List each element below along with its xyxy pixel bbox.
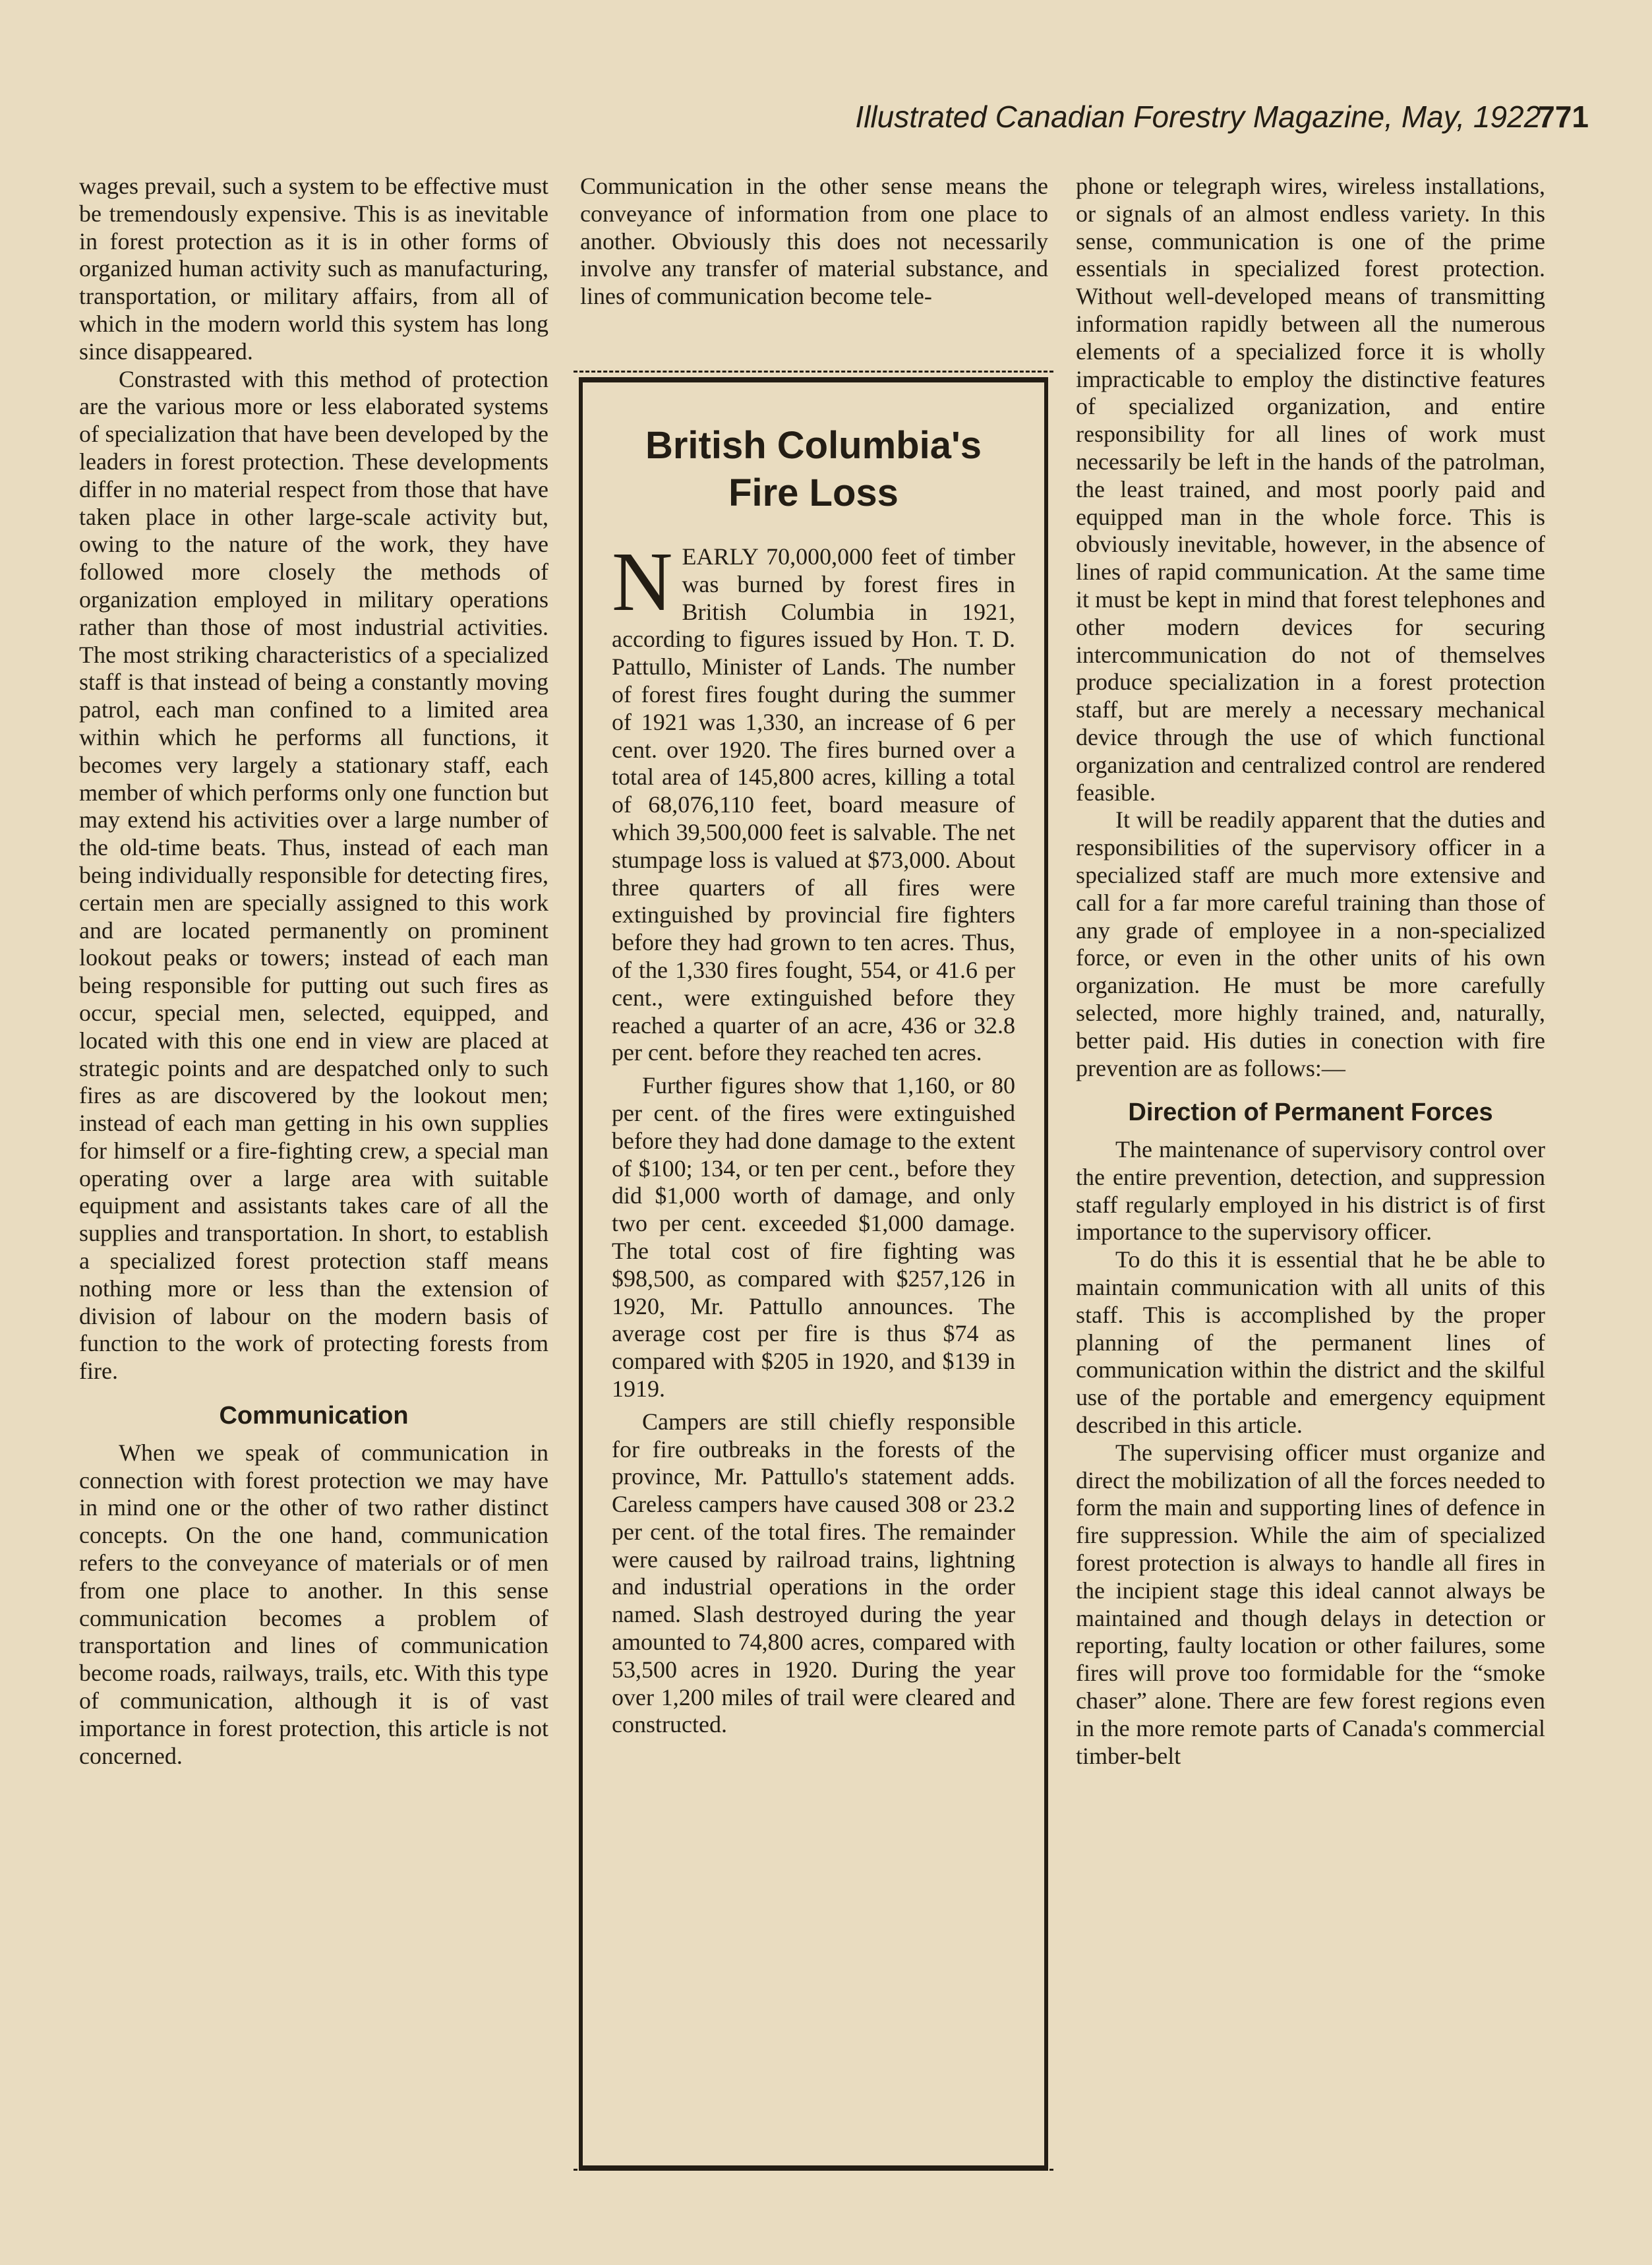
running-header: Illustrated Canadian Forestry Magazine, May, 1922.	[855, 100, 1549, 134]
page-number: 771	[1538, 100, 1589, 134]
body-paragraph: It will be readily apparent that the duties and responsibilities of the supervisory officer in a specialized staff are much more extensive and call for a far more careful training than those of any grade of employee in a non-specialized force, or even in the other units of his own organization. He must be more carefully selected, more highly trained, and, naturally, better paid. His duties in conection with fire prevention are as follows:—	[1076, 806, 1545, 1081]
column-3	[1076, 173, 1545, 1770]
sidebar-title: British Columbia's Fire Loss	[645, 424, 982, 514]
body-paragraph: wages prevail, such a system to be effective must be tremendously expensive. This is as inevitable in forest protection as it is in other forms of organized human activity such as manufacturing, transportation, or military affairs, from all of which in the modern world this system has long since disappeared.	[79, 173, 548, 365]
sidebar-paragraph: Further figures show that 1,160, or 80 per cent. of the fires were extinguished before they had done damage to the extent of $100; 134, or ten per cent., before they did $1,000 worth of damage, and only two per cent. exceeded $1,000 damage. The total cost of fire fighting was $98,500, as compared with $257,126 in 1920, Mr. Pattullo announces. The average cost per fire is thus $74 as compared with $205 in 1920, and $139 in 1919.	[612, 1072, 1015, 1402]
body-paragraph: The maintenance of supervisory control over the entire prevention, detection, and suppression staff regularly employed in his district is of first importance to the supervisory officer.	[1076, 1136, 1545, 1246]
ornamental-rule-top	[574, 371, 1053, 379]
section-heading-direction: Direction of Permanent Forces	[1128, 1099, 1493, 1127]
body-paragraph: To do this it is essential that he be able to maintain communication with all units of this staff. This is accomplished by the proper planning of the permanent lines of communication within the district and the skilful use of the portable and emergency equipment described in this article.	[1076, 1246, 1545, 1439]
drop-cap: N	[612, 535, 673, 628]
ornamental-rule-bottom	[574, 2169, 1053, 2177]
body-paragraph: phone or telegraph wires, wireless installations, or signals of an almost endless variety. In this sense, communication is one of the prime essentials in specialized forest protection. Without well-developed means of transmitting information rapidly between all the numerous elements of a specialized force it is wholly impracticable to employ the distinctive features of specialized organization, and entire responsibility for all lines of work must necessarily be left in the hands of the patrolman, the least trained, and most poorly paid and equipped man in the whole force. This is obviously inevitable, however, in the absence of lines of rapid communication. At the same time it must be kept in mind that forest telephones and other modern devices for securing intercommunication do not of themselves produce specialization in a forest protection staff, but are merely a necessary mechanical device through the use of which functional organization and centralized control are rendered feasible.	[1076, 173, 1545, 806]
body-paragraph: Communication in the other sense means the conveyance of information from one place to another. Obviously this does not necessarily involve any transfer of material substance, and lines of communication become tele-	[580, 173, 1048, 310]
body-paragraph: The supervising officer must organize and direct the mobilization of all the forces needed to form the main and supporting lines of defence in fire suppression. While the aim of specialized forest protection is always to handle all fires in the incipient stage this ideal cannot always be maintained and though delays in detection or reporting, faulty location or other failures, some fires will prove too formidable for the “smoke chaser” alone. There are few forest regions even in the more remote parts of Canada's commercial timber-belt	[1076, 1439, 1545, 1769]
sidebar-paragraph: Campers are still chiefly responsible for fire outbreaks in the forests of the province, Mr. Pattullo's statement adds. Careless campers have caused 308 or 23.2 per cent. of the total fires. The remainder were caused by railroad trains, lightning and industrial operations in the order named. Slash destroyed during the year amounted to 74,800 acres, compared with 53,500 acres in 1920. During the year over 1,200 miles of trail were cleared and constructed.	[612, 1408, 1015, 1738]
sidebar-body	[612, 535, 1015, 1739]
column-1	[79, 173, 548, 1770]
section-heading-communication: Communication	[219, 1402, 409, 1430]
column-2	[580, 173, 1048, 311]
sidebar-box	[579, 377, 1048, 2171]
sidebar-paragraph: NEARLY 70,000,000 feet of timber was burned by forest fires in British Columbia in 1921, according to figures issued by Hon. T. D. Pattullo, Minister of Lands. The number of forest fires fought during the summer of 1921 was 1,330, an increase of 6 per cent. over 1920. The fires burned over a total area of 145,800 acres, killing a total of 68,076,110 feet, board measure of which 39,500,000 feet is salvable. The net stumpage loss is valued at $73,000. About three quarters of all fires were extinguished by provincial fire fighters before they had grown to ten acres. Thus, of the 1,330 fires fought, 554, or 41.6 per cent., were extinguished before they reached a quarter of an acre, 436 or 32.8 per cent. before they reached ten acres.	[612, 535, 1015, 1066]
body-paragraph: Constrasted with this method of protection are the various more or less elaborated systems of specialization that have been developed by the leaders in forest protection. These developments differ in no material respect from those that have taken place in other large-scale activity but, owing to the nature of the work, they have followed more closely the methods of organization employed in military operations rather than those of most industrial activities. The most striking characteristics of a specialized staff is that instead of being a constantly moving patrol, each man confined to a limited area within which he performs all functions, it becomes very largely a stationary staff, each member of which performs only one function but may extend his activities over a large number of the old-time beats. Thus, instead of each man being individually responsible for detecting fires, certain men are specially assigned to this work and are located permanently on prominent lookout peaks or towers; instead of each man being responsible for putting out such fires as occur, special men, selected, equipped, and located with this one end in view are placed at strategic points and are despatched only to such fires as are discovered by the lookout men; instead of each man getting in his own supplies for himself or a fire-fighting crew, a special man operating over a large area with suitable equipment and assistants takes care of all the supplies and transportation. In short, to establish a specialized forest protection staff means nothing more or less than the extension of division of labour on the modern basis of function to the work of protecting forests from fire.	[79, 365, 548, 1385]
body-paragraph: When we speak of communication in connection with forest protection we may have in mind one or the other of two rather distinct concepts. On the one hand, communication refers to the conveyance of materials or of men from one place to another. In this sense communication becomes a problem of transportation and lines of communication become roads, railways, trails, etc. With this type of communication, although it is of vast importance in forest protection, this article is not concerned.	[79, 1439, 548, 1769]
